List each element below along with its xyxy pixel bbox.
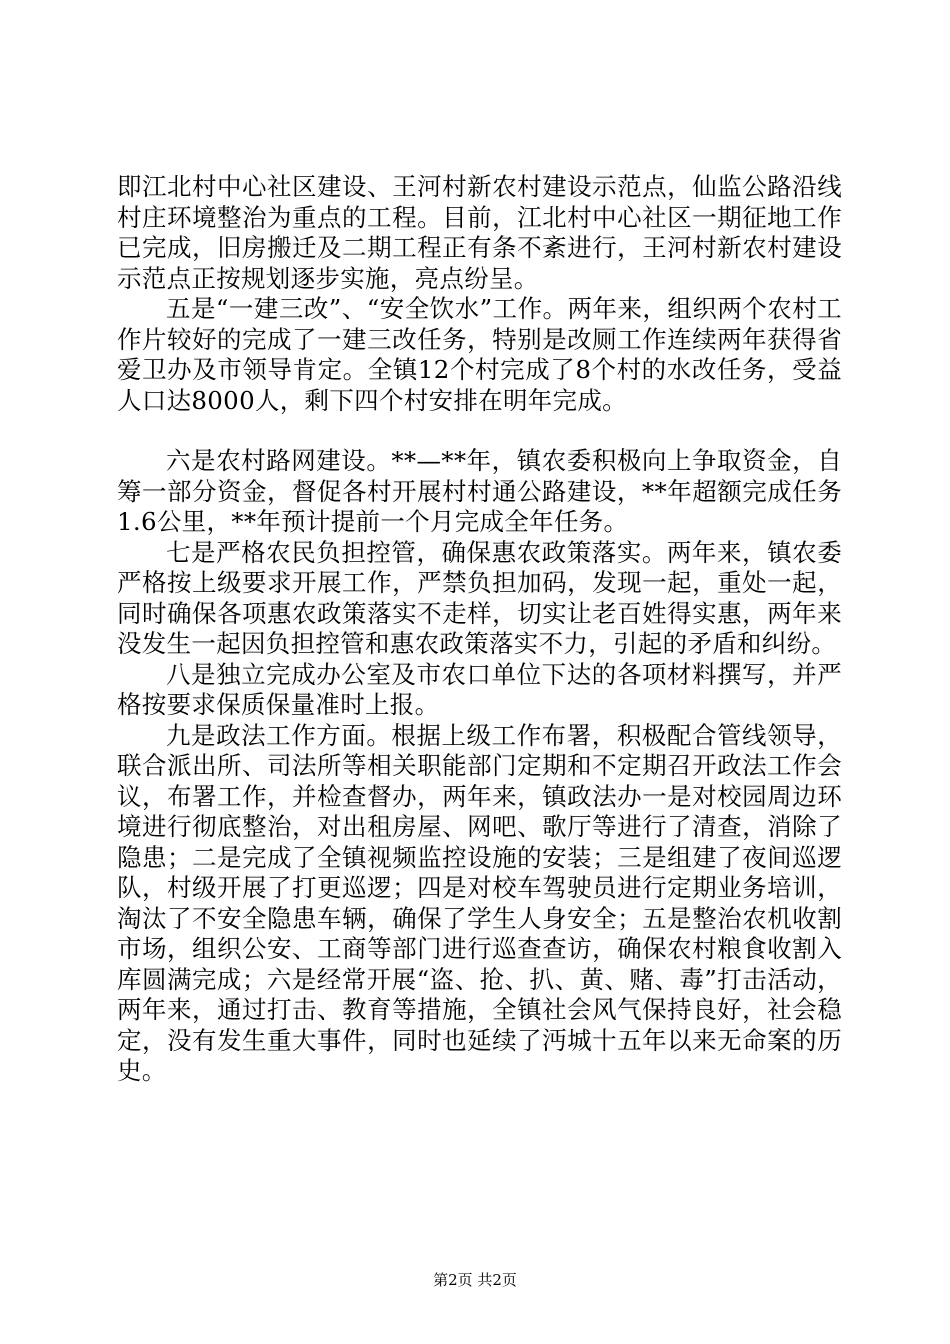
paragraph-nine: 九是政法工作方面。根据上级工作布署，积极配合管线领导，联合派出所、司法所等相关职能部门定期和不定期召开政法工作会议，布署工作，并检查督办，两年来，镇政法办一是对校园周边环境进行彻底整治，对出租房屋、网吧、歌厅等进行了清查，消除了隐患；二是完成了全镇视频监控设施的安装；三是组建了夜间巡逻队，村级开展了打更巡逻；四是对校车驾驶员进行定期业务培训，淘汰了不安全隐患车辆，确保了学生人身安全；五是整治农机收割市场，组织公安、工商等部门进行巡查查访，确保农村粮食收割入库圆满完成；六是经常开展“盗、抢、扒、黄、赌、毒”打击活动，两年来，通过打击、教育等措施，全镇社会风气保持良好，社会稳定，没有发生重大事件，同时也延续了沔城十五年以来无命案的历史。	[117, 720, 842, 1085]
paragraph-six: 六是农村路网建设。**—**年，镇农委积极向上争取资金，自筹一部分资金，督促各村开展村村通公路建设，**年超额完成任务1.6公里，**年预计提前一个月完成全年任务。	[117, 446, 842, 536]
page-footer	[0, 1270, 950, 1290]
paragraph-seven: 七是严格农民负担控管，确保惠农政策落实。两年来，镇农委严格按上级要求开展工作，严禁负担加码，发现一起，重处一起，同时确保各项惠农政策落实不走样，切实让老百姓得实惠，两年来没发生一起因负担控管和惠农政策落实不力，引起的矛盾和纠纷。	[117, 537, 842, 658]
paragraph-eight: 八是独立完成办公室及市农口单位下达的各项材料撰写，并严格按要求保质保量准时上报。	[117, 659, 842, 719]
page-number-label: 第2页 共2页	[433, 1271, 517, 1289]
paragraph-continuation: 即江北村中心社区建设、王河村新农村建设示范点，仙监公路沿线村庄环境整治为重点的工程。目前，江北村中心社区一期征地工作已完成，旧房搬迁及二期工程正有条不紊进行，王河村新农村建设示范点正按规划逐步实施，亮点纷呈。	[117, 172, 842, 293]
document-body	[117, 172, 842, 1087]
paragraph-five: 五是“一建三改”、“安全饮水”工作。两年来，组织两个农村工作片较好的完成了一建三改任务，特别是改厕工作连续两年获得省爱卫办及市领导肯定。全镇12个村完成了8个村的水改任务，受益人口达8000人，剩下四个村安排在明年完成。	[117, 294, 842, 415]
